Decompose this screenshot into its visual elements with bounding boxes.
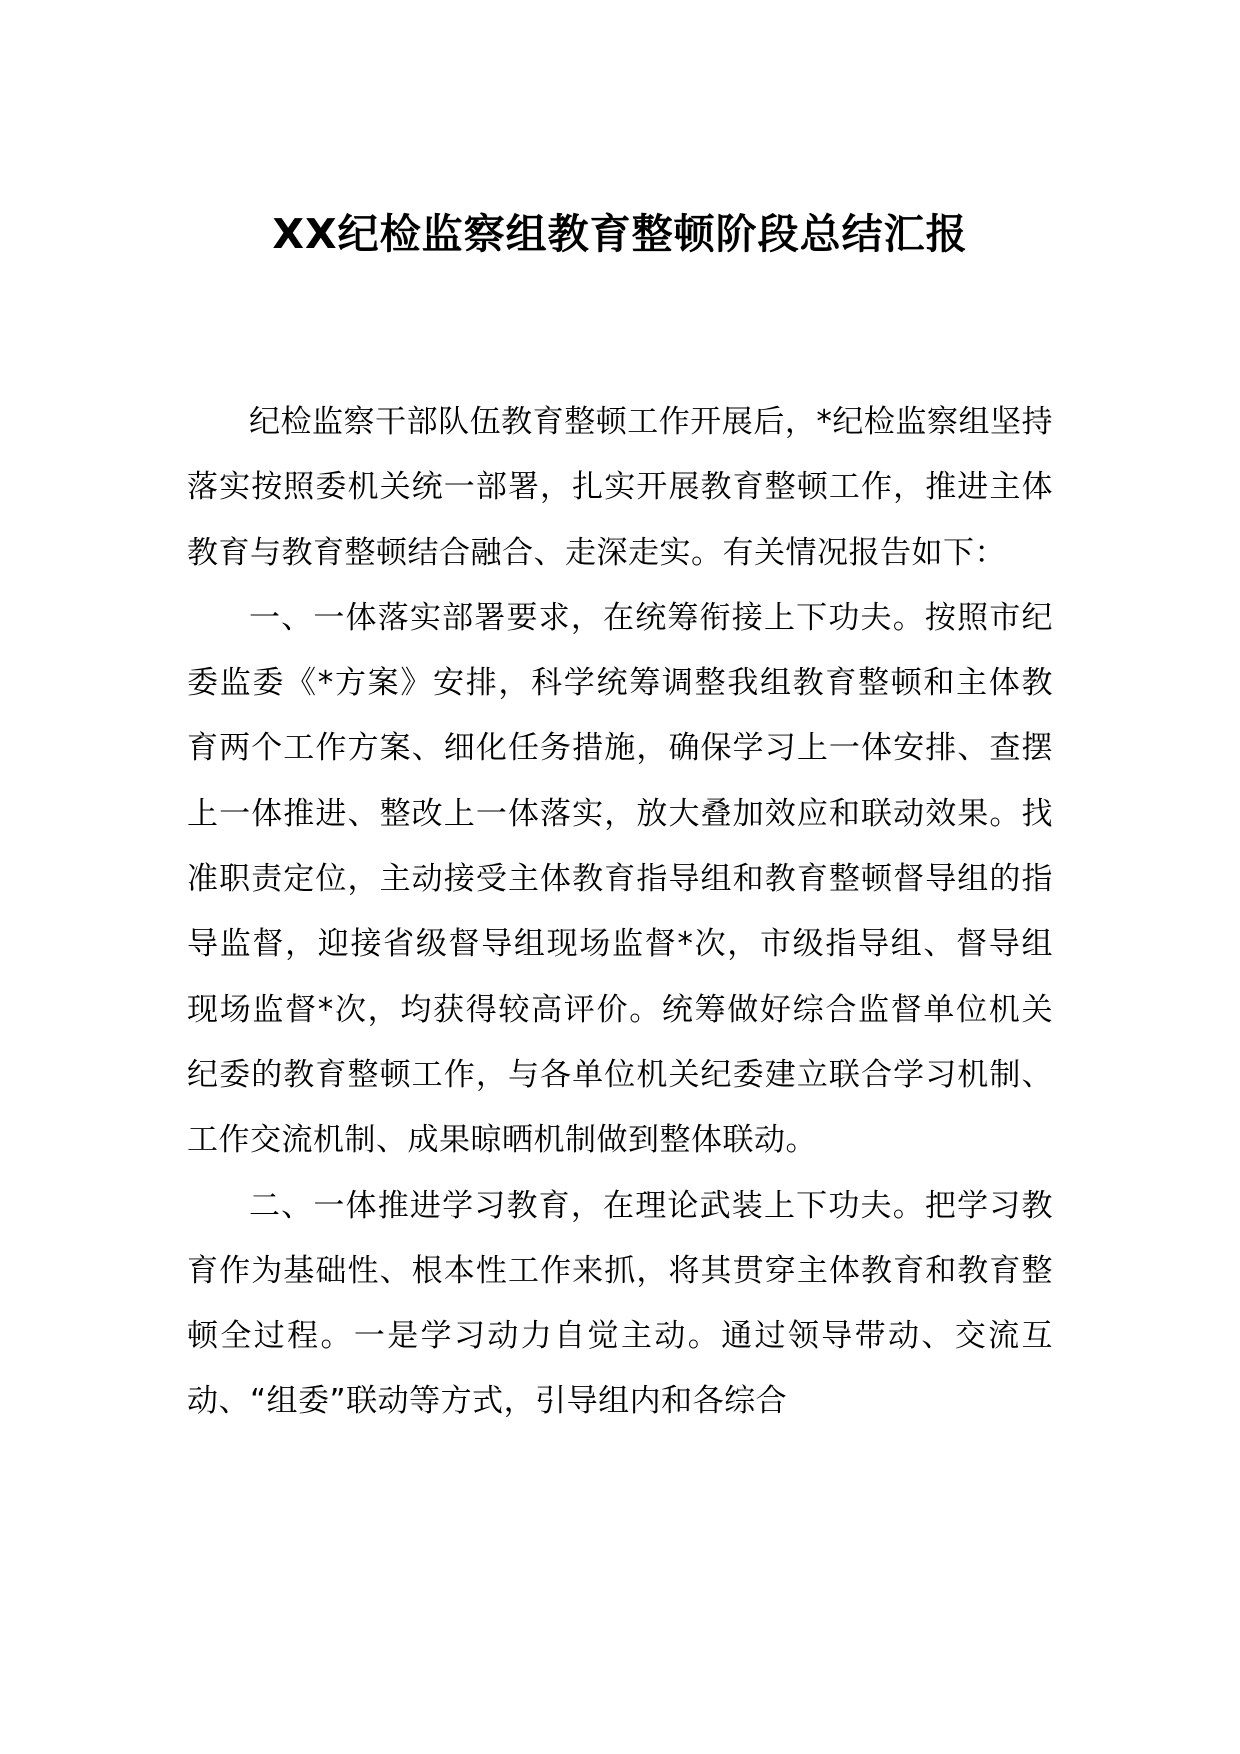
document-body: [187, 390, 1053, 1435]
paragraph-intro: 纪检监察干部队伍教育整顿工作开展后，*纪检监察组坚持落实按照委机关统一部署，扎实开展教育整顿工作，推进主体教育与教育整顿结合融合、走深走实。有关情况报告如下：: [187, 404, 1053, 571]
paragraph-section-2: 二、一体推进学习教育，在理论武装上下功夫。把学习教育作为基础性、根本性工作来抓，将其贯穿主体教育和教育整顿全过程。一是学习动力自觉主动。通过领导带动、交流互动、“组委”联动等方式，引导组内和各综合: [187, 1187, 1053, 1420]
document-title: XX纪检监察组教育整顿阶段总结汇报: [272, 210, 968, 258]
paragraph-section-1: 一、一体落实部署要求，在统筹衔接上下功夫。按照市纪委监委《*方案》安排，科学统筹调整我组教育整顿和主体教育两个工作方案、细化任务措施，确保学习上一体安排、查摆上一体推进、整改上一体落实，放大叠加效应和联动效果。找准职责定位，主动接受主体教育指导组和教育整顿督导组的指导监督，迎接省级督导组现场监督*次，市级指导组、督导组现场监督*次，均获得较高评价。统筹做好综合监督单位机关纪委的教育整顿工作，与各单位机关纪委建立联合学习机制、工作交流机制、成果晾晒机制做到整体联动。: [187, 599, 1053, 1159]
